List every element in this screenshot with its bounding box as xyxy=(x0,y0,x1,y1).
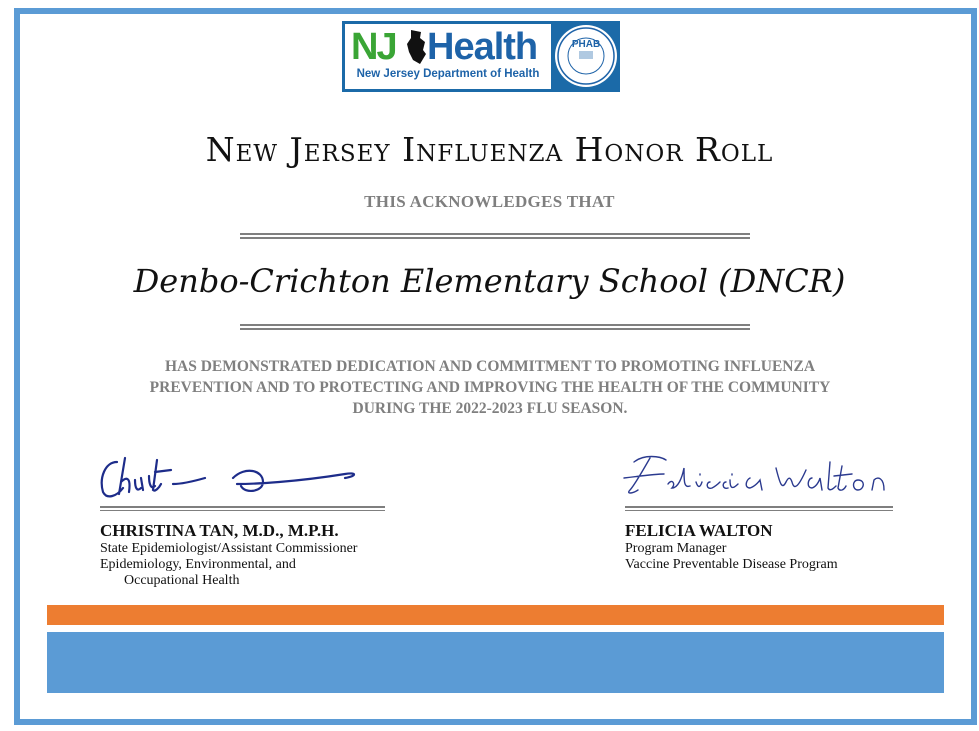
signatory-right-title-1: Program Manager xyxy=(625,541,727,556)
signatory-left-name: CHRISTINA TAN, M.D., M.P.H. xyxy=(100,521,339,540)
orange-footer-bar xyxy=(47,605,944,625)
divider-bottom xyxy=(240,324,750,330)
phab-seal xyxy=(555,25,617,87)
nj-health-logo xyxy=(342,21,620,92)
divider-top xyxy=(240,233,750,239)
signature-right-icon xyxy=(620,448,890,506)
statement-line: HAS DEMONSTRATED DEDICATION AND COMMITMENT TO PROMOTING INFLUENZA xyxy=(164,358,816,375)
signatory-right-title-2: Vaccine Preventable Disease Program xyxy=(625,557,838,572)
statement xyxy=(100,356,880,419)
signatory-left-title-1: State Epidemiologist/Assistant Commissioner xyxy=(100,541,358,556)
blue-footer-bar xyxy=(47,632,944,693)
seal-label: PHAB xyxy=(571,39,601,50)
statement-line: PREVENTION AND TO PROTECTING AND IMPROVING THE HEALTH OF THE COMMUNITY xyxy=(149,379,831,396)
signatory-left-title-2: Epidemiology, Environmental, and xyxy=(100,557,296,572)
logo-nj-text: NJ xyxy=(351,26,396,68)
certificate-title: New Jersey Influenza Honor Roll xyxy=(205,130,774,169)
signatory-right-name: FELICIA WALTON xyxy=(625,521,773,540)
statement-line: DURING THE 2022-2023 FLU SEASON. xyxy=(352,400,628,417)
signatory-left-title-3: Occupational Health xyxy=(124,573,240,588)
acknowledges-line: THIS ACKNOWLEDGES THAT xyxy=(364,192,615,211)
signature-line-left xyxy=(100,506,385,511)
nj-state-icon xyxy=(405,30,427,66)
logo-health-text: Health xyxy=(427,26,538,68)
logo-panel xyxy=(345,24,551,89)
signature-left-icon xyxy=(95,448,375,506)
logo-department: New Jersey Department of Health xyxy=(356,68,540,80)
recipient-name: Denbo-Crichton Elementary School (DNCR) xyxy=(133,262,846,300)
seal-ring-icon xyxy=(555,25,617,87)
signature-line-right xyxy=(625,506,893,511)
